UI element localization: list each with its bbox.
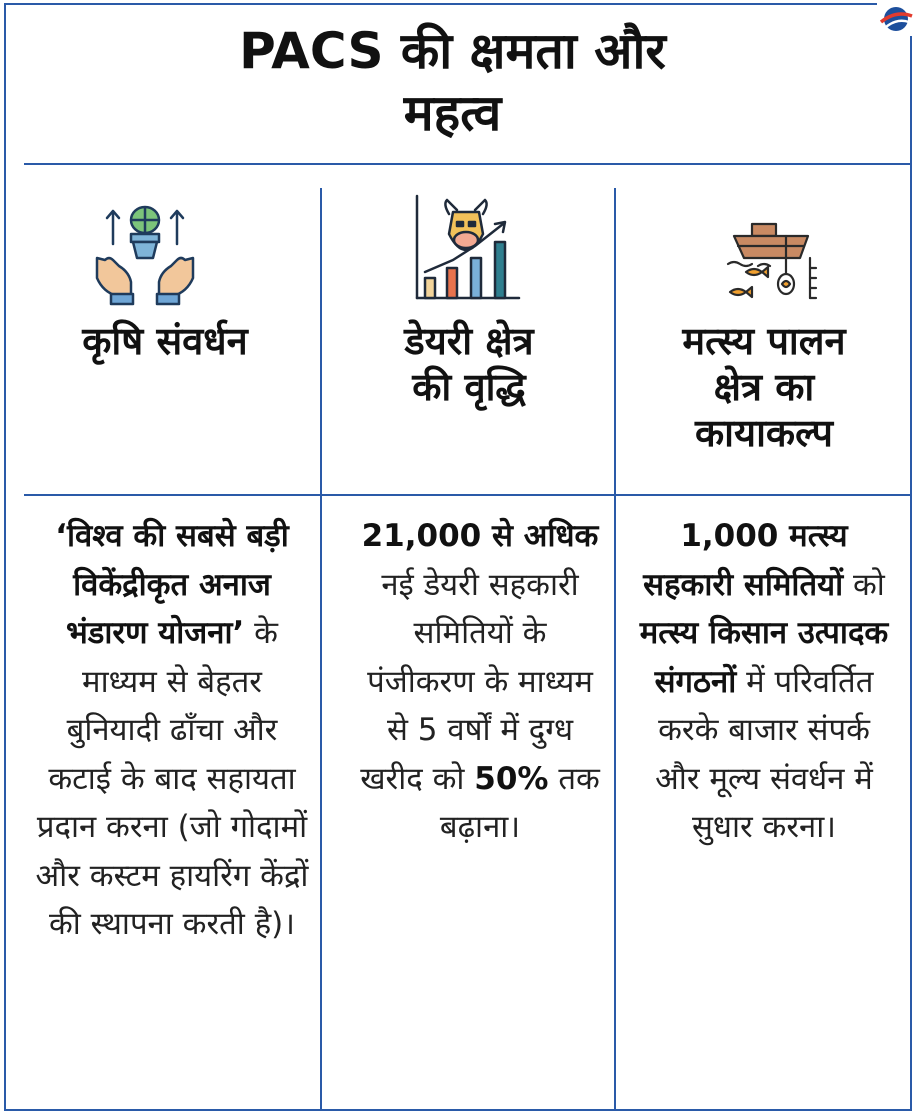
cow-growth-chart-icon [413,194,521,306]
heading-line: की वृद्धि [412,365,526,409]
body-bold-text: मत्स्य किसान उत्पादक संगठनों [639,615,889,700]
body-agriculture [32,512,312,949]
body-fisheries [632,512,896,852]
heading-line: डेयरी क्षेत्र [404,319,534,363]
body-text: तक बढ़ाना। [439,760,600,845]
body-bold-text: 21,000 से अधिक [361,518,599,554]
body-text: के माध्यम से बेहतर बुनियादी ढाँचा और कटाई के बाद सहायता प्रदान करना (जो गोदामों और कस्टम हायरिंग केंद्रों की स्थापना करती है)। [35,615,309,942]
column-divider-2 [614,188,616,1110]
title-line-2: महत्व [403,84,502,142]
heading-line: क्षेत्र का [713,365,815,409]
body-bold-text: ‘विश्व की सबसे बड़ी विकेंद्रीकृत अनाज भंडारण योजना’ [55,518,289,651]
body-text: नई डेयरी सहकारी समितियों के पंजीकरण के माध्यम से 5 वर्षों में दुग्ध खरीद को [360,566,593,797]
title-divider [24,163,910,165]
page-title [0,20,905,144]
body-bold-text: 1,000 मत्स्य सहकारी समितियों [643,518,848,603]
heading-line: कृषि संवर्धन [82,319,248,363]
column-divider-1 [320,188,322,1110]
heading-line: मत्स्य पालन [682,319,846,363]
hands-plant-icon [93,202,197,310]
body-dairy [355,512,605,852]
title-line-1: PACS की क्षमता और [239,22,666,80]
body-text: में परिवर्तित करके बाजार संपर्क और मूल्य संवर्धन में सुधार करना। [655,663,874,845]
boat-fish-icon [724,218,818,310]
heading-line: कायाकल्प [695,411,833,455]
body-text: को [843,566,885,603]
heading-agriculture [30,318,300,364]
section-divider [24,494,910,496]
heading-fisheries [618,318,910,456]
body-bold-text: 50% [474,760,549,797]
heading-dairy [324,318,614,410]
